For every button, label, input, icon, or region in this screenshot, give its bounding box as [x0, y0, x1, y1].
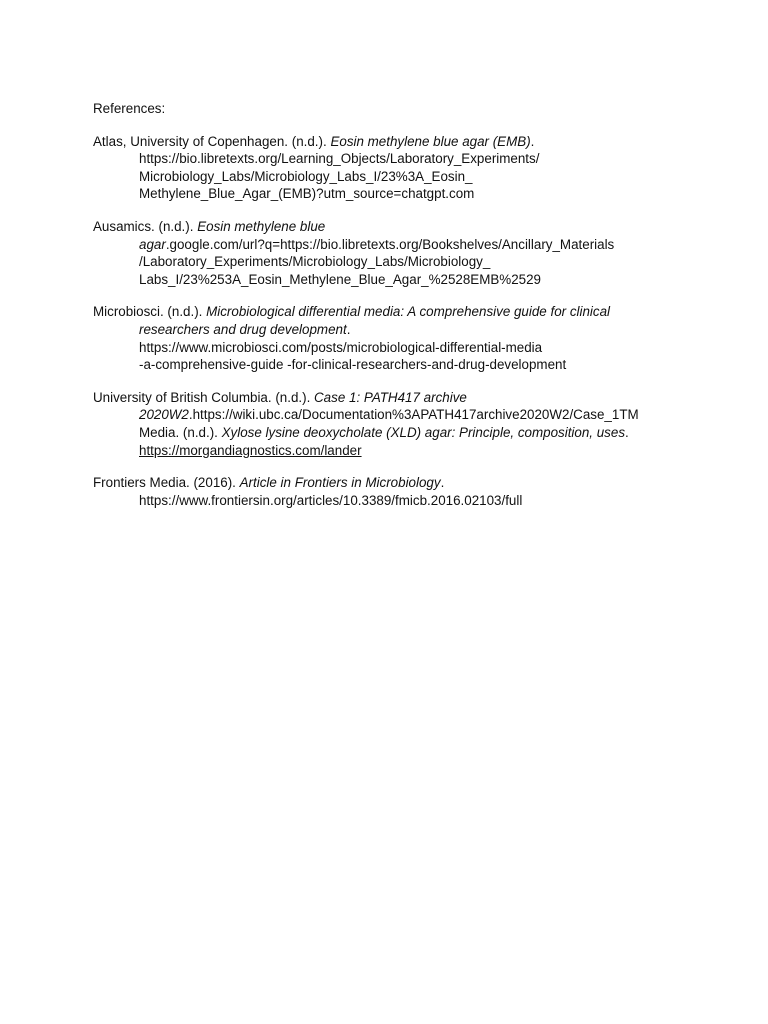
reference-url-line: Microbiology_Labs/Microbiology_Labs_I/23%3A_Eosin_ [139, 168, 473, 184]
reference-author: Media. (n.d.). [139, 424, 222, 440]
reference-url-line: https://bio.libretexts.org/Learning_Objects/Laboratory_Experiments/ [139, 151, 540, 167]
reference-link[interactable]: https://morgandiagnostics.com/lander [139, 442, 362, 458]
reference-title: Eosin methylene blue [197, 218, 326, 234]
reference-url-line: Labs_I/23%253A_Eosin_Methylene_Blue_Agar_%2528EMB%2529 [139, 271, 542, 287]
reference-author: Frontiers Media. (2016). [93, 475, 240, 491]
reference-url-line: /Laboratory_Experiments/Microbiology_Labs/Microbiology_ [139, 254, 491, 270]
reference-punct: . [530, 133, 535, 149]
reference-title: agar [139, 236, 166, 252]
reference-line [93, 389, 733, 407]
reference-line [93, 474, 733, 492]
reference-entry-3 [93, 303, 733, 373]
reference-title: Eosin methylene blue agar (EMB) [330, 133, 531, 149]
reference-url: .google.com/url?q=https://bio.libretexts.org/Bookshelves/Ancillary_Materials [165, 236, 615, 252]
reference-title: researchers and drug development [139, 321, 347, 337]
reference-author: University of British Columbia. (n.d.). [93, 389, 315, 405]
reference-author: Ausamics. (n.d.). [93, 218, 198, 234]
reference-entry-1 [93, 133, 733, 203]
reference-url: .https://wiki.ubc.ca/Documentation%3APATH417archive2020W2/Case_1TM [188, 407, 639, 423]
reference-line [93, 236, 733, 254]
reference-line [93, 442, 733, 460]
references-section [93, 100, 733, 524]
reference-punct: . [346, 321, 351, 337]
references-heading: References: [93, 101, 166, 116]
reference-title: Case 1: PATH417 archive [314, 389, 467, 405]
reference-url-line: https://www.frontiersin.org/articles/10.3389/fmicb.2016.02103/full [139, 492, 523, 508]
reference-url-line: -a-comprehensive-guide -for-clinical-researchers-and-drug-development [139, 357, 567, 373]
reference-punct: . [440, 475, 445, 491]
reference-url-line: Methylene_Blue_Agar_(EMB)?utm_source=chatgpt.com [139, 186, 475, 202]
reference-title: Xylose lysine deoxycholate (XLD) agar: Principle, composition, uses [221, 424, 626, 440]
reference-entry-2 [93, 218, 733, 288]
reference-entry-5 [93, 474, 733, 509]
reference-author: Microbiosci. (n.d.). [93, 304, 207, 320]
reference-line [93, 218, 733, 236]
reference-title: Microbiological differential media: A comprehensive guide for clinical [206, 304, 611, 320]
reference-line [93, 133, 733, 151]
reference-line [93, 321, 733, 339]
reference-title: 2020W2 [139, 407, 189, 423]
reference-title: Article in Frontiers in Microbiology [239, 475, 441, 491]
reference-url-line: https://www.microbiosci.com/posts/microbiological-differential-media [139, 339, 543, 355]
reference-punct: . [625, 424, 629, 440]
reference-line [93, 406, 733, 424]
reference-entry-4 [93, 389, 733, 459]
reference-line [93, 303, 733, 321]
reference-author: Atlas, University of Copenhagen. (n.d.). [93, 133, 331, 149]
reference-line [93, 424, 733, 442]
